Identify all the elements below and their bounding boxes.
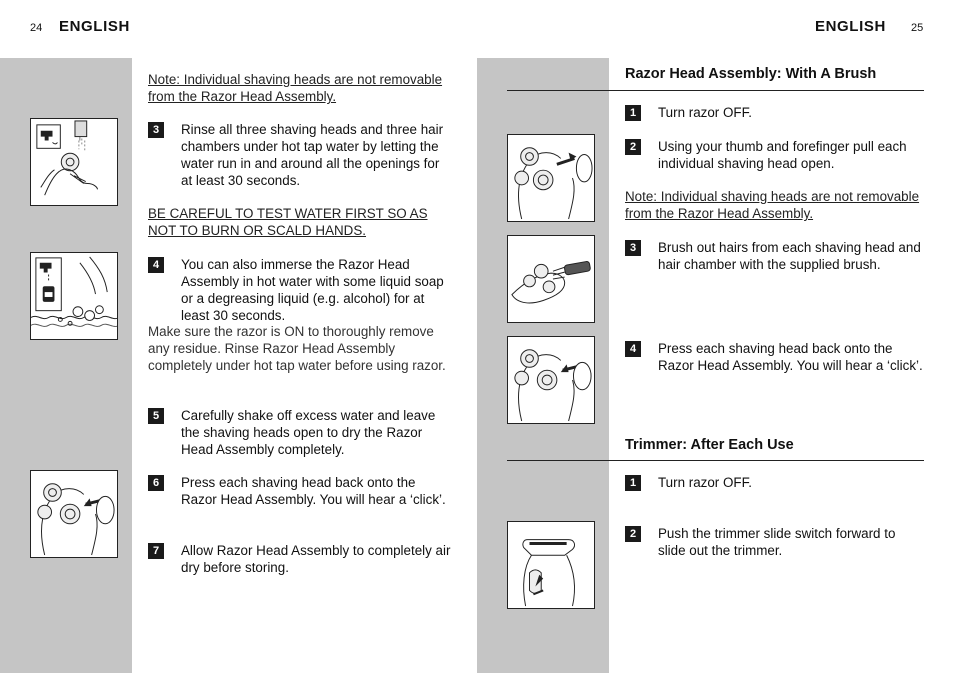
section-title-brush: Razor Head Assembly: With A Brush bbox=[625, 66, 877, 82]
right-note: Note: Individual shaving heads are not removable from the Razor Head Assembly. bbox=[625, 189, 920, 221]
step-number-badge: 2 bbox=[625, 139, 641, 155]
step-7-text: Allow Razor Head Assembly to completely air dry before storing. bbox=[181, 543, 451, 575]
caution-text: BE CAREFUL TO TEST WATER FIRST SO AS NOT TO BURN OR SCALD HANDS. bbox=[148, 206, 428, 238]
step-number-badge: 4 bbox=[625, 341, 641, 357]
razor-brush-illustration bbox=[507, 235, 595, 323]
razor-trimmer-illustration bbox=[507, 521, 595, 609]
step-4-text: You can also immerse the Razor Head Assembly in hot water with some liquid soap or a degreasing liquid (e.g. alcohol) for at least 30 seconds. bbox=[181, 257, 444, 323]
step-number-badge: 1 bbox=[625, 105, 641, 121]
right-page-number: 25 bbox=[911, 22, 924, 34]
section-title-trimmer: Trimmer: After Each Use bbox=[625, 437, 794, 453]
step-5-text: Carefully shake off excess water and leave the shaving heads open to dry the Razor Head Assembly completely. bbox=[181, 408, 436, 457]
step-3-text: Rinse all three shaving heads and three hair chambers under hot tap water by letting the water run in and around all the openings for at least 30 seconds. bbox=[181, 122, 444, 188]
razor-immerse-illustration bbox=[30, 252, 118, 340]
brush-step-4-text: Press each shaving head back onto the Razor Head Assembly. You will hear a ‘click’. bbox=[658, 341, 923, 373]
razor-close-head-illustration bbox=[30, 470, 118, 558]
left-language-header: ENGLISH bbox=[59, 18, 130, 35]
brush-step-3-text: Brush out hairs from each shaving head and hair chamber with the supplied brush. bbox=[658, 240, 921, 272]
step-number-badge: 1 bbox=[625, 475, 641, 491]
brush-step-1-text: Turn razor OFF. bbox=[658, 105, 752, 120]
step-number-badge: 3 bbox=[148, 122, 164, 138]
step-number-badge: 7 bbox=[148, 543, 164, 559]
left-page-number: 24 bbox=[30, 22, 43, 34]
step-number-badge: 6 bbox=[148, 475, 164, 491]
section-divider bbox=[507, 90, 924, 91]
step-number-badge: 2 bbox=[625, 526, 641, 542]
trimmer-step-2-text: Push the trimmer slide switch forward to slide out the trimmer. bbox=[658, 526, 896, 558]
step-6-text: Press each shaving head back onto the Razor Head Assembly. You will hear a ‘click’. bbox=[181, 475, 446, 507]
step-number-badge: 5 bbox=[148, 408, 164, 424]
trimmer-step-1-text: Turn razor OFF. bbox=[658, 475, 752, 490]
section-divider bbox=[507, 460, 924, 461]
right-language-header: ENGLISH bbox=[815, 18, 886, 35]
step-number-badge: 4 bbox=[148, 257, 164, 273]
rinse-instructions: Make sure the razor is ON to thoroughly remove any residue. Rinse Razor Head Assembly completely under hot tap water before using razor. bbox=[148, 324, 446, 373]
brush-step-2-text: Using your thumb and forefinger pull each individual shaving head open. bbox=[658, 139, 907, 171]
step-number-badge: 3 bbox=[625, 240, 641, 256]
left-note: Note: Individual shaving heads are not removable from the Razor Head Assembly. bbox=[148, 72, 443, 104]
razor-rinse-illustration bbox=[30, 118, 118, 206]
razor-open-head-illustration bbox=[507, 134, 595, 222]
razor-press-head-illustration bbox=[507, 336, 595, 424]
